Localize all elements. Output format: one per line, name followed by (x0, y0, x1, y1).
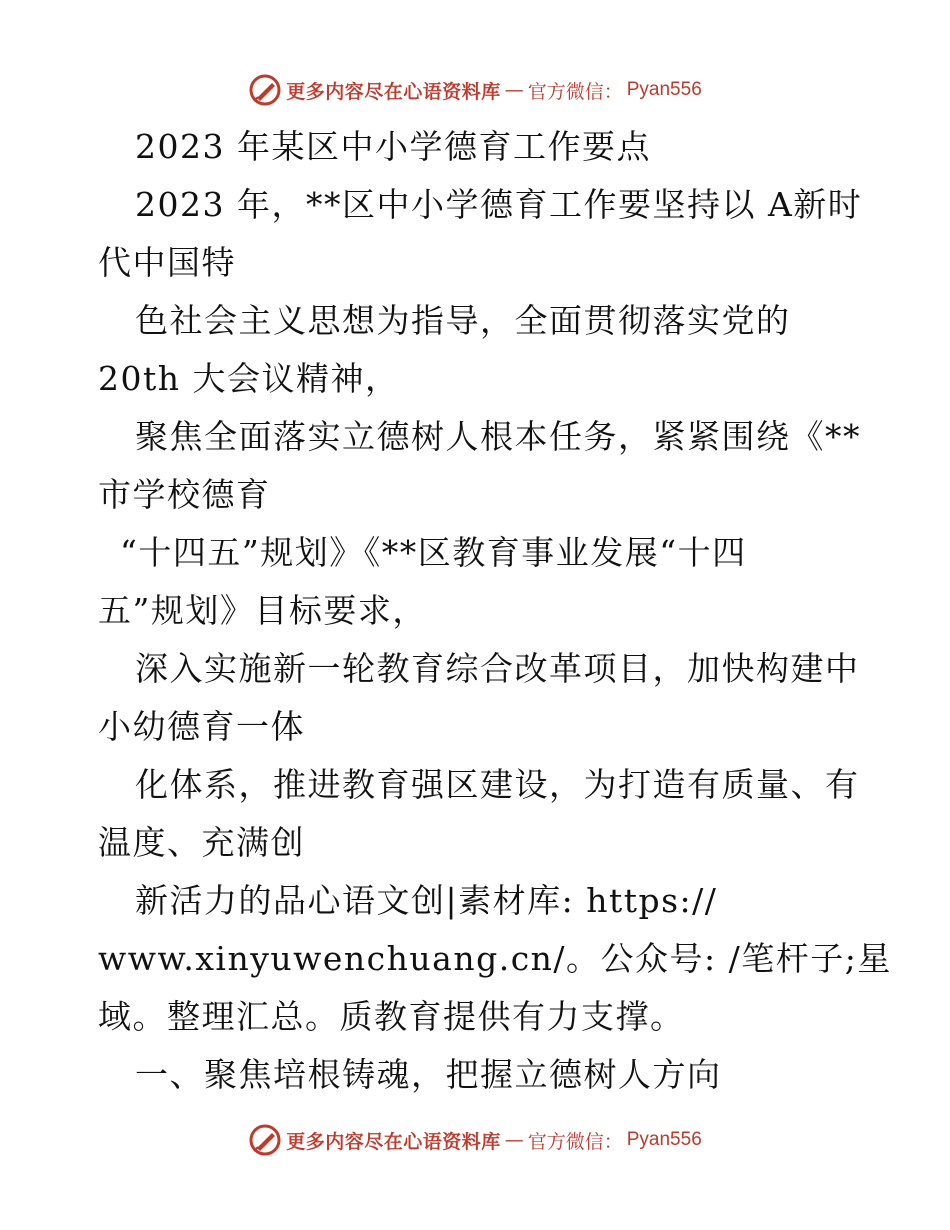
document-line: 聚焦全面落实立德树人根本任务，紧紧围绕《** (135, 417, 861, 456)
document-title: 2023 年某区中小学德育工作要点 (135, 127, 651, 166)
document-line: 色社会主义思想为指导，全面贯彻落实党的 (135, 301, 791, 340)
quill-logo-icon (248, 1123, 282, 1157)
document-line: 域。整理汇总。质教育提供有力支撑。 (98, 997, 685, 1036)
section-heading: 一、聚焦培根铸魂，把握立德树人方向 (135, 1055, 722, 1094)
quill-logo-icon (248, 73, 282, 107)
document-line: 温度、充满创 (98, 823, 305, 862)
footer-watermark-banner (0, 1120, 950, 1160)
document-line: 2023 年，**区中小学德育工作要坚持以 A新时 (135, 185, 863, 224)
banner-dash: — (504, 79, 524, 101)
document-line: 新活力的品心语文创|素材库: https:// (135, 881, 718, 920)
document-line: 深入实施新一轮教育综合改革项目，加快构建中 (135, 649, 860, 688)
banner-official-label: 官方微信： (527, 1130, 623, 1153)
banner-text: 更多内容尽在心语资料库 (286, 1130, 501, 1153)
banner-text: 更多内容尽在心语资料库 (286, 80, 501, 103)
document-line: www.xinyuwenchuang.cn/。公众号: /笔杆子;星 (98, 939, 892, 978)
banner-wechat-id: Pyan556 (626, 1129, 702, 1150)
banner-wechat-id: Pyan556 (626, 79, 702, 100)
document-line: 小幼德育一体 (98, 707, 305, 746)
banner-dash: — (504, 1129, 524, 1151)
document-line: “十四五”规划》《**区教育事业发展“十四 (120, 533, 747, 572)
document-line: 20th 大会议精神， (98, 359, 400, 398)
document-line: 代中国特 (98, 243, 236, 282)
document-line: 五”规划》目标要求， (98, 591, 427, 630)
header-watermark-banner (0, 70, 950, 110)
banner-official-label: 官方微信： (527, 80, 623, 103)
document-line: 化体系，推进教育强区建设，为打造有质量、有 (135, 765, 860, 804)
document-line: 市学校德育 (98, 475, 271, 514)
